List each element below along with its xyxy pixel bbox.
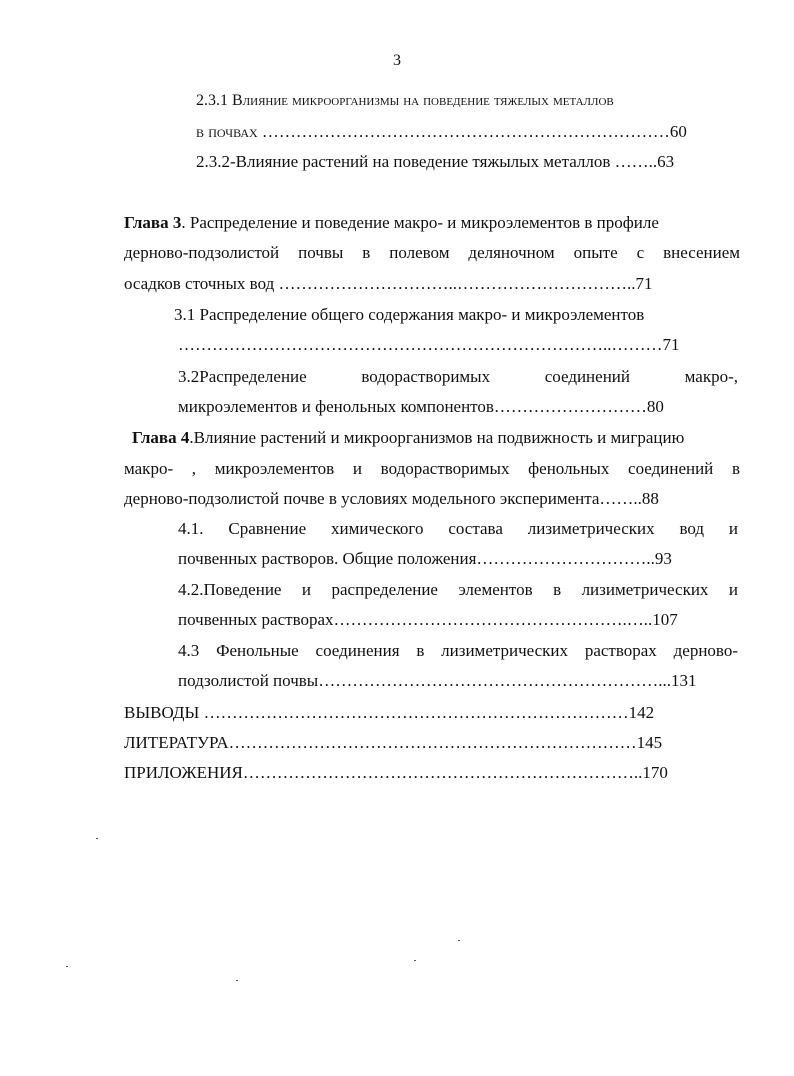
toc-literature: ЛИТЕРАТУРА………………………………………………………………145 [124, 733, 663, 752]
toc-chapter-3-line3: осадков сточных вод …………………………..…………………………..71 [124, 274, 653, 293]
toc-2-3-1-line1: 2.3.1 Влияние микроорганизмы на поведение тяжелых металлов [196, 92, 614, 109]
toc-appendices: ПРИЛОЖЕНИЯ……………………………………………………………..170 [124, 763, 668, 782]
toc-4-2-line1: 4.2.Поведение и распределение элементов в лизиметрических и [178, 580, 738, 599]
page-number: 3 [393, 52, 401, 69]
scan-speck [96, 838, 98, 839]
toc-3-1-line1: 3.1 Распределение общего содержания макро- и микроэлементов [174, 305, 645, 324]
toc-conclusions: ВЫВОДЫ …………………………………………………………………142 [124, 703, 655, 722]
toc-3-2-line2: микроэлементов и фенольных компонентов………………………80 [178, 397, 664, 416]
toc-4-1-line1: 4.1. Сравнение химического состава лизиметрических вод и [178, 519, 738, 538]
toc-2-3-1-line2 [196, 121, 724, 143]
scan-speck [458, 940, 460, 941]
toc-4-3-line2: подзолистой почвы……………………………………………………...131 [178, 671, 697, 690]
scan-speck [236, 980, 238, 981]
toc-chapter-3-line1 [124, 212, 740, 234]
toc-chapter-4-line1 [132, 427, 740, 449]
toc-2-3-1-line2-text: в почвах ………………………………………………………………60 [196, 122, 687, 141]
toc-4-2-line2: почвенных растворах…………………………………………….…..107 [178, 610, 678, 629]
toc-2-3-2: 2.3.2-Влияние растений на поведение тяжылых металлов ……..63 [196, 152, 675, 171]
chapter-3-title-start: . Распределение и поведение макро- и микроэлементов в профиле [181, 213, 659, 232]
scan-speck [66, 966, 68, 967]
toc-chapter-3-line2: дерново-подзолистой почвы в полевом деляночном опыте с внесением [124, 243, 740, 262]
toc-3-2-line1: 3.2Распределение водорастворимых соединений макро-, [178, 367, 738, 386]
toc-chapter-4-line3: дерново-подзолистой почве в условиях модельного эксперимента……..88 [124, 489, 659, 508]
chapter-3-label: Глава 3 [124, 213, 182, 232]
chapter-4-label: Глава 4 [132, 428, 190, 447]
toc-4-1-line2: почвенных растворов. Общие положения…………………………..93 [178, 549, 672, 568]
toc-4-3-line1: 4.3 Фенольные соединения в лизиметрических растворах дерново- [178, 641, 738, 660]
scan-speck [414, 960, 416, 961]
toc-3-1-line2: …………………………………………………………………..………71 [178, 335, 680, 354]
toc-chapter-4-line2: макро- , микроэлементов и водорастворимых фенольных соединений в [124, 459, 740, 478]
chapter-4-title-start: .Влияние растений и микроорганизмов на подвижность и миграцию [189, 428, 685, 447]
